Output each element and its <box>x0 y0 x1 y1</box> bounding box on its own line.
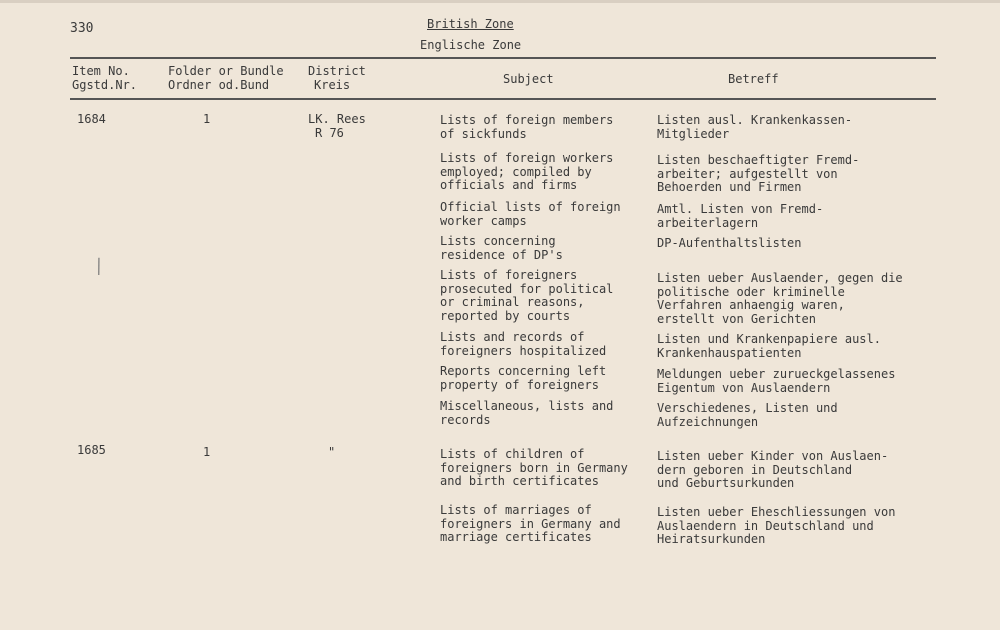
item-number-1685: 1685 <box>77 443 106 457</box>
betreff-row-5: Listen ueber Auslaender, gegen die politische oder kriminelle Verfahren anhaengig waren, erstellt von Gerichten <box>657 271 903 326</box>
folder-1685: 1 <box>203 445 211 459</box>
header-district-line2: Kreis <box>314 78 351 92</box>
betreff-row-8: Verschiedenes, Listen und Aufzeichnungen <box>657 401 838 429</box>
header-bottom-rule <box>70 98 936 100</box>
header-folder-line2: Ordner od.Bund <box>168 78 270 92</box>
header-subject: Subject <box>503 72 554 86</box>
subject-row-10: Lists of marriages of foreigners in Germany and marriage certificates <box>440 503 621 544</box>
subject-row-6: Lists and records of foreigners hospitalized <box>440 330 607 358</box>
subject-row-1: Lists of foreign members of sickfunds <box>440 113 614 141</box>
zone-title-english: British Zone <box>427 17 514 31</box>
top-edge <box>0 0 1000 3</box>
betreff-row-9: Listen ueber Kinder von Auslaen- dern geboren in Deutschland und Geburtsurkunden <box>657 449 889 490</box>
betreff-row-1: Listen ausl. Krankenkassen- Mitglieder <box>657 113 853 141</box>
item-number-1684: 1684 <box>77 112 106 126</box>
subject-row-4: Lists concerning residence of DP's <box>440 234 563 262</box>
header-top-rule <box>70 57 936 59</box>
header-district-line1: District <box>308 64 366 78</box>
betreff-row-4: DP-Aufenthaltslisten <box>657 236 802 250</box>
subject-row-2: Lists of foreign workers employed; compiled by officials and firms <box>440 151 614 192</box>
header-betreff: Betreff <box>728 72 779 86</box>
subject-row-7: Reports concerning left property of foreigners <box>440 364 607 392</box>
district-1684-line2: R 76 <box>315 126 344 140</box>
pencil-mark <box>89 256 112 280</box>
header-item-line1: Item No. <box>72 64 130 78</box>
header-item-line2: Ggstd.Nr. <box>72 78 138 92</box>
subject-row-5: Lists of foreigners prosecuted for political or criminal reasons, reported by courts <box>440 268 614 323</box>
subject-row-9: Lists of children of foreigners born in Germany and birth certificates <box>440 447 628 488</box>
betreff-row-6: Listen und Krankenpapiere ausl. Krankenhauspatienten <box>657 332 881 360</box>
betreff-row-7: Meldungen ueber zurueckgelassenes Eigentum von Auslaendern <box>657 367 896 395</box>
page-number: 330 <box>70 21 94 36</box>
pencil-stroke-icon <box>89 256 110 277</box>
betreff-row-2: Listen beschaeftigter Fremd- arbeiter; aufgestellt von Behoerden und Firmen <box>657 153 860 194</box>
betreff-row-10: Listen ueber Eheschliessungen von Auslaendern in Deutschland und Heiratsurkunden <box>657 505 896 546</box>
zone-title-german: Englische Zone <box>420 38 522 52</box>
folder-1684: 1 <box>203 112 211 126</box>
subject-row-8: Miscellaneous, lists and records <box>440 399 614 427</box>
header-folder-line1: Folder or Bundle <box>168 64 284 78</box>
header-district <box>308 64 366 92</box>
subject-row-3: Official lists of foreign worker camps <box>440 200 621 228</box>
district-1684-line1: LK. Rees <box>308 112 366 126</box>
betreff-row-3: Amtl. Listen von Fremd- arbeiterlagern <box>657 202 824 230</box>
header-item-number <box>72 64 137 92</box>
header-folder <box>168 64 284 92</box>
district-1685-ditto: " <box>328 445 336 459</box>
